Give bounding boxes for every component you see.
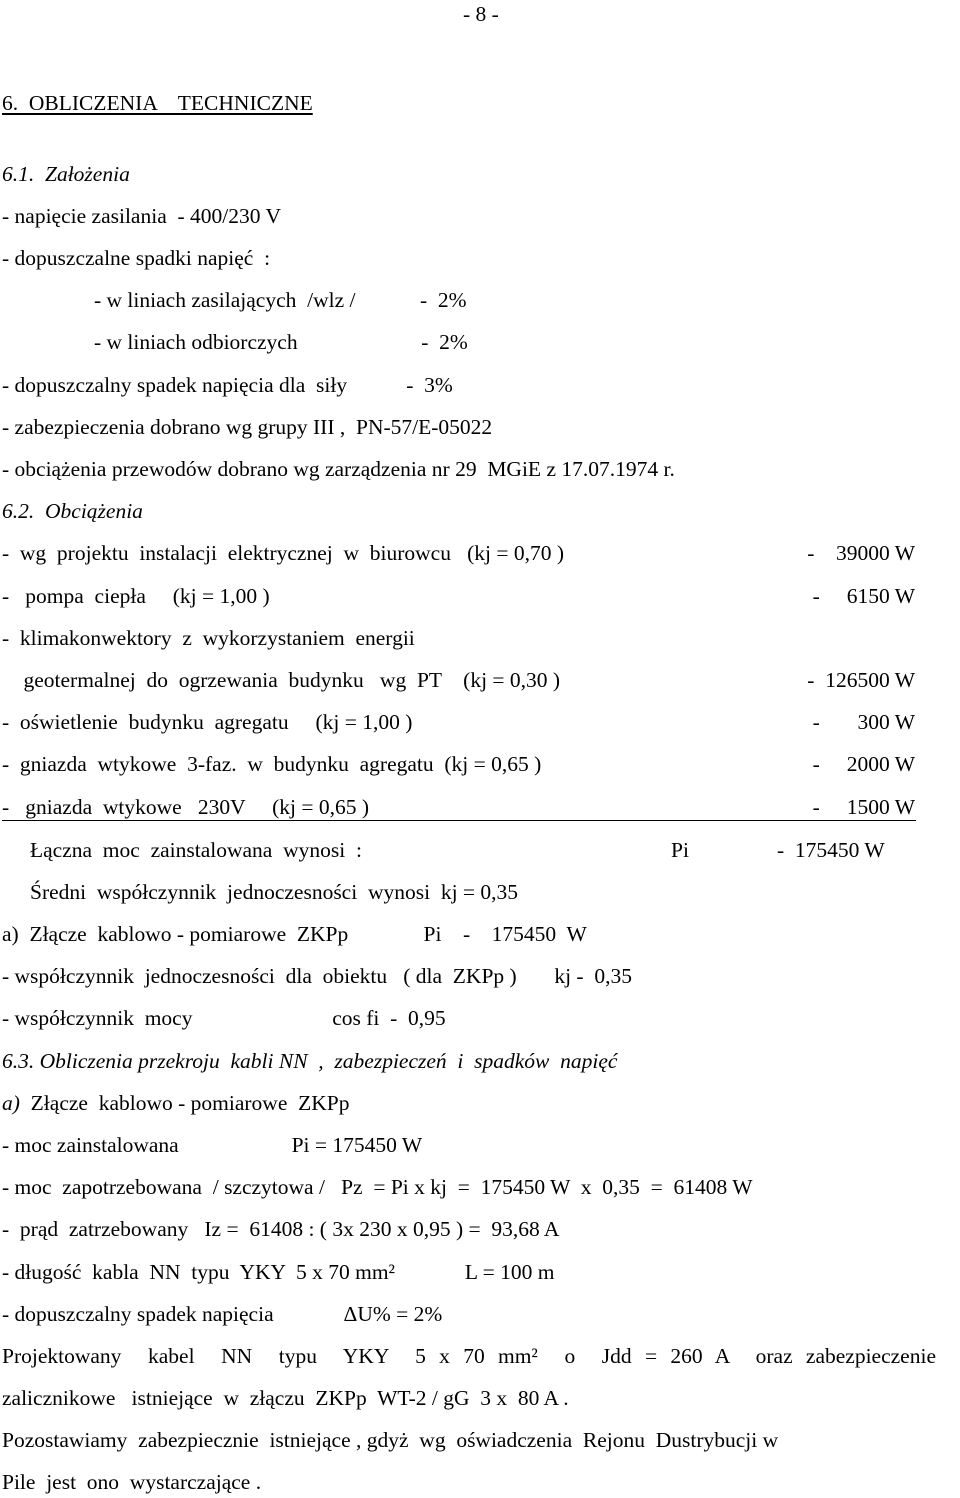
load-row [0, 624, 915, 652]
page-number: - 8 - [463, 2, 499, 26]
subsection-title-calculations: 6.3. Obliczenia przekroju kabli NN , zabezpieczeń i spadków napięć [2, 1049, 618, 1073]
subsection-title-loads: 6.2. Obciążenia [2, 499, 143, 523]
load-value: - 300 W [812, 710, 915, 734]
load-value: - 126500 W [807, 668, 915, 692]
total-value: - 175450 W [777, 838, 885, 862]
calc-line: - prąd zatrzebowany Iz = 61408 : ( 3x 230 x 0,95 ) = 93,68 A [2, 1217, 560, 1241]
subsection-title-assumptions: 6.1. Założenia [2, 162, 130, 186]
load-value: - 2000 W [812, 752, 915, 776]
load-row [0, 750, 915, 778]
load-value: - 39000 W [807, 541, 915, 565]
load-row [0, 666, 915, 694]
load-label: - gniazda wtykowe 230V (kj = 0,65 ) [2, 795, 370, 819]
calc-line: - moc zapotrzebowana / szczytowa / Pz = Pi x kj = 175450 W x 0,35 = 61408 W [2, 1175, 753, 1199]
zkpp-power-factor: - współczynnik mocy cos fi - 0,95 [2, 1006, 446, 1030]
load-value: - 6150 W [812, 584, 915, 608]
cable-paragraph-line: Projektowany kabel NN typu YKY 5 x 70 mm² o Jdd = 260 A oraz zabezpieczenie [2, 1344, 936, 1368]
cable-paragraph-line: zalicznikowe istniejące w złączu ZKPp WT-2 / gG 3 x 80 A . [2, 1386, 569, 1410]
assumption-line: - w liniach zasilających /wlz / - 2% [94, 288, 467, 312]
calc-subheading [2, 1089, 350, 1117]
assumption-line: - obciążenia przewodów dobrano wg zarządzenia nr 29 MGiE z 17.07.1974 r. [2, 457, 675, 481]
assumption-line: - napięcie zasilania - 400/230 V [2, 204, 282, 228]
assumption-line: - zabezpieczenia dobrano wg grupy III , PN-57/E-05022 [2, 415, 493, 439]
load-row [0, 582, 915, 610]
calc-subheading-prefix: a) [2, 1091, 20, 1115]
load-label: - oświetlenie budynku agregatu (kj = 1,00 ) [2, 710, 413, 734]
calc-line: - długość kabla NN typu YKY 5 x 70 mm² L = 100 m [2, 1260, 555, 1284]
calc-subheading-text: Złącze kablowo - pomiarowe ZKPp [19, 1091, 350, 1115]
calc-line: - moc zainstalowana Pi = 175450 W [2, 1133, 423, 1157]
sum-rule [2, 820, 916, 821]
load-label: - gniazda wtykowe 3-faz. w budynku agregatu (kj = 0,65 ) [2, 752, 542, 776]
total-symbol: Pi [671, 838, 689, 862]
assumption-line: - w liniach odbiorczych - 2% [94, 330, 468, 354]
zkpp-coefficient: - współczynnik jednoczesności dla obiektu ( dla ZKPp ) kj - 0,35 [2, 964, 632, 988]
load-label: - klimakonwektory z wykorzystaniem energii [2, 626, 415, 650]
load-label: - wg projektu instalacji elektrycznej w biurowcu (kj = 0,70 ) [2, 541, 565, 565]
protection-paragraph-line: Pozostawiamy zabezpiecznie istniejące , gdyż wg oświadczenia Rejonu Dustrybucji w [2, 1428, 779, 1452]
load-row [0, 793, 915, 821]
load-label: geotermalnej do ogrzewania budynku wg PT (kj = 0,30 ) [2, 668, 561, 692]
zkpp-connection: a) Złącze kablowo - pomiarowe ZKPp Pi - 175450 W [2, 922, 587, 946]
load-row [0, 539, 915, 567]
assumption-line: - dopuszczalny spadek napięcia dla siły - 3% [2, 373, 453, 397]
total-label: Łączna moc zainstalowana wynosi : [30, 838, 362, 862]
section-heading: 6. OBLICZENIA TECHNICZNE [2, 91, 313, 115]
load-value: - 1500 W [812, 795, 915, 819]
protection-paragraph-line: Pile jest ono wystarczające . [2, 1470, 262, 1494]
load-row [0, 708, 915, 736]
assumption-line: - dopuszczalne spadki napięć : [2, 246, 271, 270]
calc-line: - dopuszczalny spadek napięcia ΔU% = 2% [2, 1302, 443, 1326]
load-label: - pompa ciepła (kj = 1,00 ) [2, 584, 270, 608]
simultaneity-coefficient: Średni współczynnik jednoczesności wynosi kj = 0,35 [30, 880, 519, 904]
